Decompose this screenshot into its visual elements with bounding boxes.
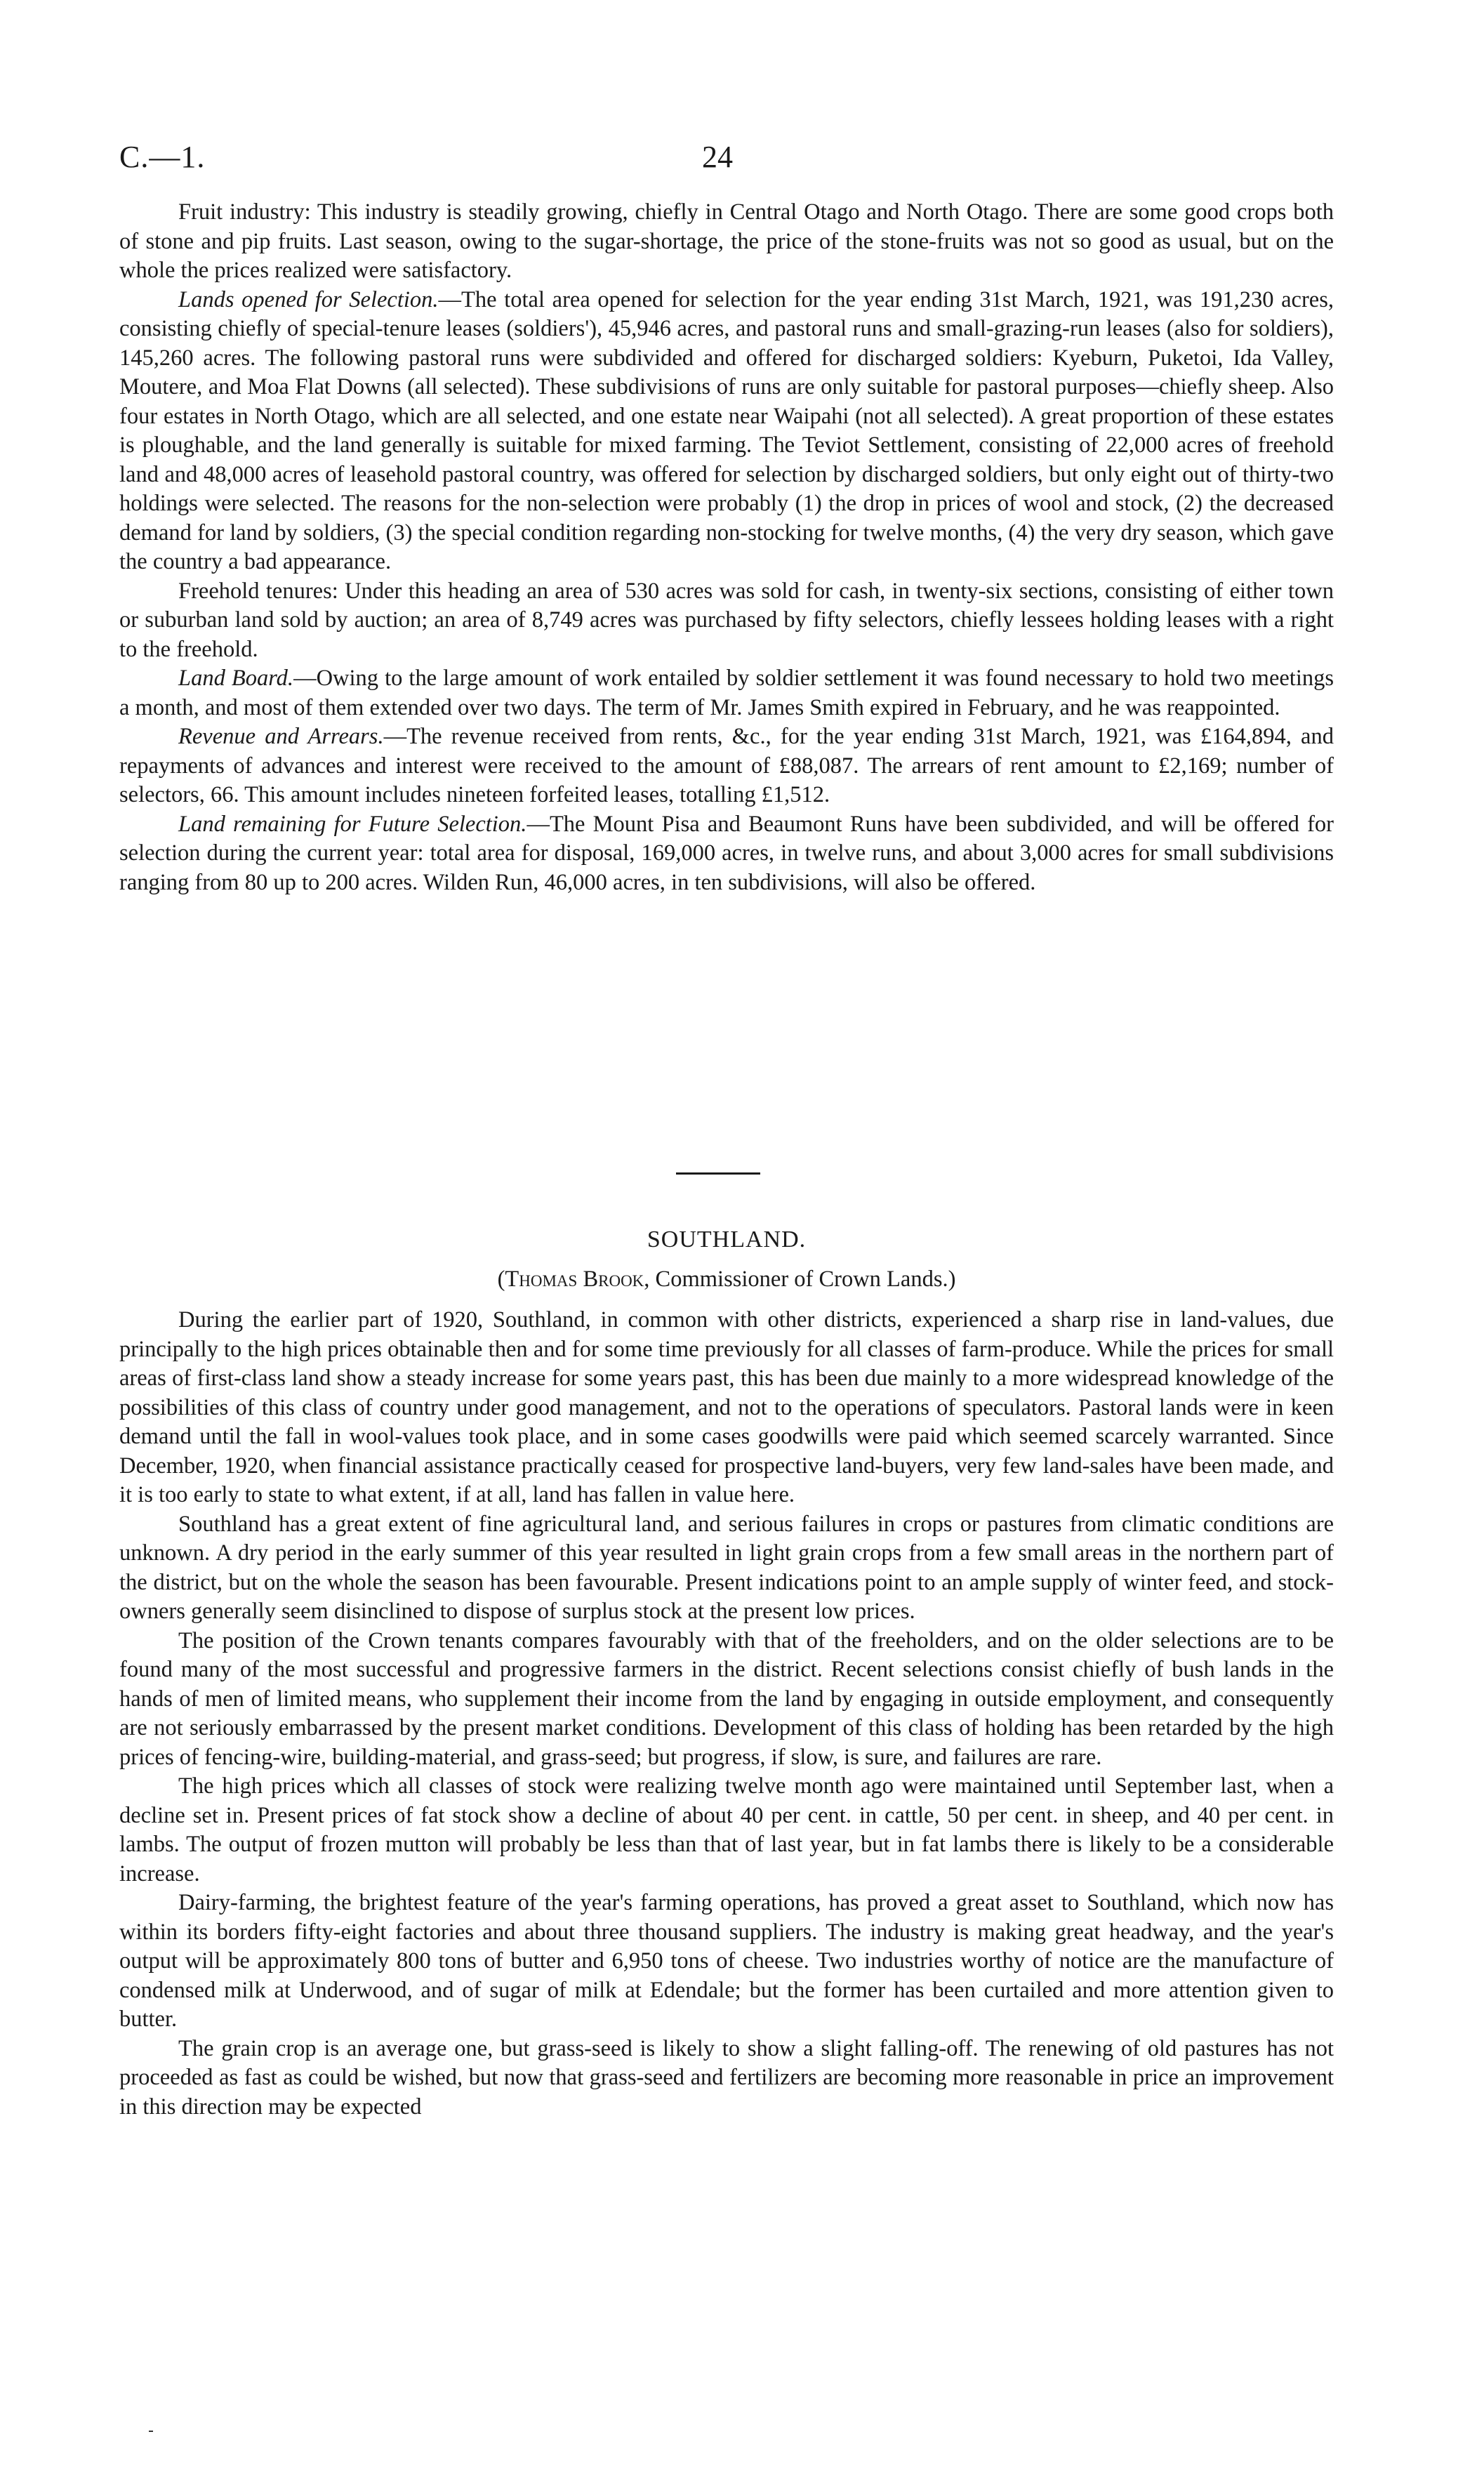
paragraph-agricultural-land: Southland has a great extent of fine agricultural land, and serious failures in crops or pastures from climatic conditions are unknown. A dry period in the early summer of this year resulted in light grain crops from a few small areas in the northern part of the district, but on the whole the season has been favourable. Present indications point to an ample supply of winter feed, and stock-owners generally seem disinclined to dispose of surplus stock at the present low prices. [119, 1511, 1334, 1624]
print-mark [149, 2431, 153, 2432]
paragraph-text: —The total area opened for selection for the year ending 31st March, 1921, was 191,230 acres, consisting chiefly of special-tenure leases (soldiers'), 45,946 acres, and pastoral runs and small-grazing-run leases (also for soldiers), 145,260 acres. The following pastoral runs were subdivided and offered for discharged soldiers: Kyeburn, Puketoi, Ida Valley, Moutere, and Moa Flat Downs (all selected). These subdivisions of runs are only suitable for pastoral purposes—chiefly sheep. Also four estates in North Otago, which are all selected, and one estate near Waipahi (not all selected). A great proportion of these estates is ploughable, and the land generally is suitable for mixed farming. The Teviot Settlement, consisting of 22,000 acres of freehold land and 48,000 acres of leasehold pastoral country, was offered for selection by discharged soldiers, but only eight out of thirty-two holdings were selected. The reasons for the non-selection were probably (1) the drop in prices of wool and stock, (2) the decreased demand for land by soldiers, (3) the special condition regarding non-stocking for twelve months, (4) the very dry season, which gave the country a bad appearance. [119, 286, 1334, 574]
paragraph-stock-prices: The high prices which all classes of stock were realizing twelve month ago were maintained until September last, when a decline set in. Present prices of fat stock show a decline of about 40 per cent. in cattle, 50 per cent. in sheep, and 40 per cent. in lambs. The output of frozen mutton will probably be less than that of last year, but in fat lambs there is likely to be a considerable increase. [119, 1773, 1334, 1886]
paragraph-lead: Revenue and Arrears. [178, 724, 384, 749]
commissioner-name: Thomas Brook [505, 1267, 644, 1292]
paragraph-revenue-arrears [119, 722, 1334, 810]
paragraph-crown-tenants: The position of the Crown tenants compares favourably with that of the freeholders, and on the older selections are to be found many of the most successful and progressive farmers in the district. Recent selections consist chiefly of bush lands in the hands of men of limited means, who supplement their income from the land by engaging in outside employment, and consequently are not seriously embarrassed by the present market conditions. Development of this class of holding has been retarded by the high prices of fencing-wire, building-material, and grass-seed; but progress, if slow, is sure, and failures are rare. [119, 1627, 1334, 1770]
paragraph-text: —Owing to the large amount of work entailed by soldier settlement it was found necessary to hold two meetings a month, and most of them extended over two days. The term of Mr. James Smith expired in February, and he was reappointed. [119, 666, 1334, 720]
southland-section [119, 1306, 1334, 2122]
document-reference: C.—1. [119, 140, 206, 174]
paragraph-lead: Land Board. [178, 666, 294, 691]
commissioner-byline [119, 1267, 1334, 1293]
byline-open: ( [497, 1267, 505, 1292]
paragraph-text: —The Mount Pisa and Beaumont Runs have been subdivided, and will be offered for selection during the current year: total area for disposal, 169,000 acres, in twelve runs, and about 3,000 acres for small subdivisions ranging from 80 up to 200 acres. Wilden Run, 46,000 acres, in ten subdivisions, will also be offered. [119, 811, 1334, 895]
otago-section [119, 198, 1334, 897]
paragraph-text: —The revenue received from rents, &c., for the year ending 31st March, 1921, was £164,894, and repayments of advances and interest were received to the amount of £88,087. The arrears of rent amount to £2,169; number of selectors, 66. This amount includes nineteen forfeited leases, totalling £1,512. [119, 724, 1334, 807]
paragraph-text: Fruit industry: This industry is steadily growing, chiefly in Central Otago and North Otago. There are some good crops both of stone and pip fruits. Last season, owing to the sugar-shortage, the price of the stone-fruits was not so good as usual, but on the whole the prices realized were satisfactory. [119, 199, 1334, 283]
paragraph-lead: Lands opened for Selection. [178, 286, 439, 312]
paragraph-lands-opened [119, 286, 1334, 577]
paragraph-grain-crop: The grain crop is an average one, but grass-seed is likely to show a slight falling-off. The renewing of old pastures has not proceeded as fast as could be wished, but now that grass-seed and fertilizers are becoming more reasonable in price an improvement in this direction may be expected [119, 2035, 1334, 2120]
paragraph-future-selection [119, 810, 1334, 898]
paragraph-lead: Land remaining for Future Selection. [178, 811, 527, 837]
paragraph-land-board [119, 664, 1334, 722]
paragraph-dairy-farming: Dairy-farming, the brightest feature of the year's farming operations, has proved a great asset to Southland, which now has within its borders fifty-eight factories and about three thousand suppliers. The industry is making great headway, and the year's output will be approximately 800 tons of butter and 6,950 tons of cheese. Two industries worthy of notice are the manufacture of condensed milk at Underwood, and of sugar of milk at Edendale; but the former has been curtailed and more attention given to butter. [119, 1890, 1334, 2032]
byline-rest: , Commissioner of Crown Lands.) [644, 1267, 956, 1292]
paragraph-fruit-industry [119, 198, 1334, 286]
section-divider [676, 1172, 760, 1175]
paragraph-land-values: During the earlier part of 1920, Southland, in common with other districts, experienced a sharp rise in land-values, due principally to the high prices obtainable then and for some time previously for all classes of farm-produce. While the prices for small areas of first-class land show a steady increase for some years past, this has been due mainly to a more widespread knowledge of the possibilities of this class of country under good management, and not to the operations of speculators. Pastoral lands were in keen demand until the fall in wool-values took place, and in some cases goodwills were paid which seemed scarcely warranted. Since December, 1920, when financial assistance practically ceased for prospective land-buyers, very few land-sales have been made, and it is too early to state to what extent, if at all, land has fallen in value here. [119, 1307, 1334, 1507]
page-number: 24 [702, 140, 733, 174]
paragraph-text: Freehold tenures: Under this heading an area of 530 acres was sold for cash, in twenty-six sections, consisting of either town or suburban land sold by auction; an area of 8,749 acres was purchased by fifty selectors, chiefly lessees holding leases with a right to the freehold. [119, 578, 1334, 662]
section-heading: SOUTHLAND. [647, 1227, 807, 1252]
paragraph-freehold-tenures [119, 577, 1334, 665]
